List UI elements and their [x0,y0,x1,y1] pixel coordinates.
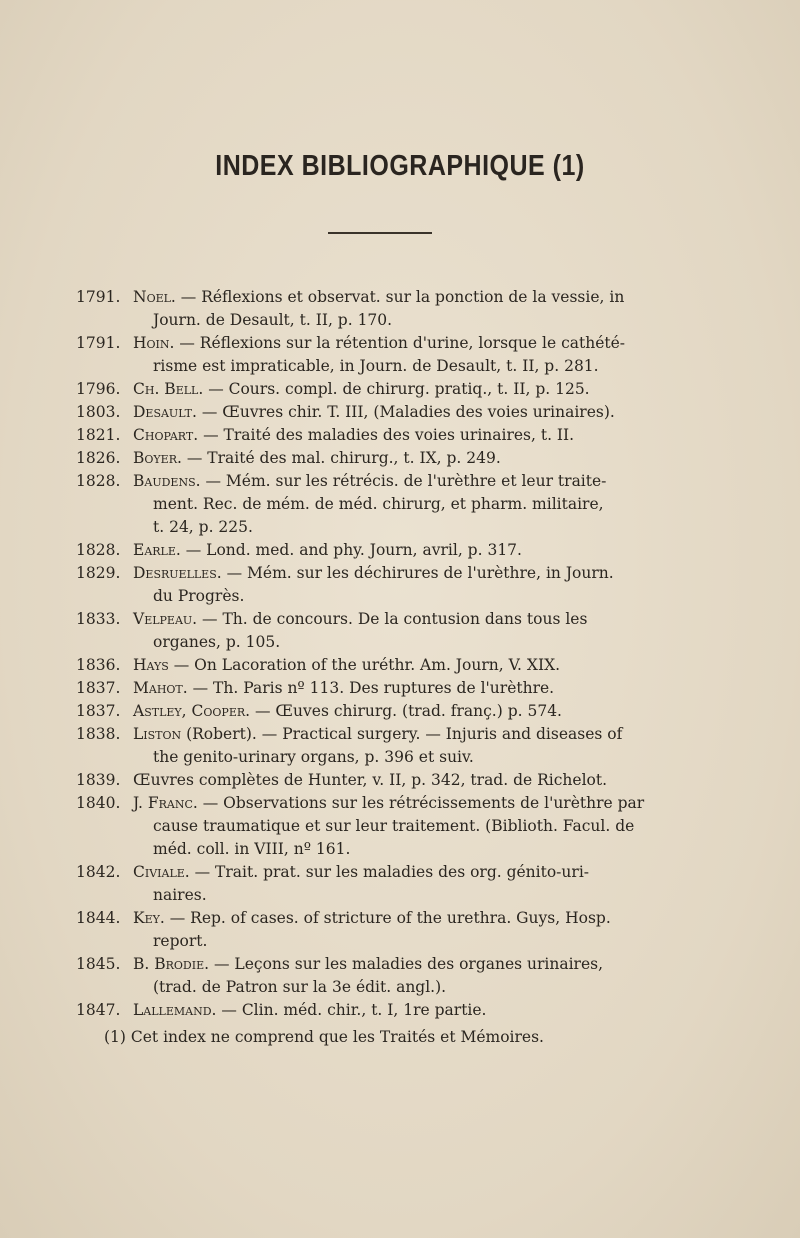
entry-text: — Œuves chirurg. (trad. franç.) p. 574. [250,702,562,720]
entry-year: 1842. [76,863,121,881]
entry-line [133,493,676,516]
entry-author: Desault. [133,403,197,421]
entry-year: 1837. [76,702,121,720]
entry-text: cause traumatique et sur leur traitement. (Biblioth. Facul. de [153,817,635,835]
entry-author: J. Franc. [133,794,198,812]
entry-line [133,585,676,608]
bibliography-entry [76,539,676,562]
bibliography-entry [76,562,676,608]
entry-text: — Réflexions et observat. sur la ponction de la vessie, in [175,288,625,306]
entry-line [133,838,676,861]
entry-text: — Observations sur les rétrécissements de l'urèthre par [197,794,645,812]
entry-line [133,746,676,769]
footnote: (1) Cet index ne comprend que les Traités et Mémoires. [104,1028,544,1046]
bibliography-entry [76,677,676,700]
entry-text: — Leçons sur les maladies des organes urinaires, [209,955,604,973]
entry-line [133,608,676,631]
entry-year: 1829. [76,564,121,582]
entry-year: 1845. [76,955,121,973]
entry-text: the genito-urinary organs, p. 396 et suiv. [153,748,474,766]
entry-author: Desruelles. [133,564,222,582]
bibliography-entry [76,654,676,677]
entry-author: Hoin. [133,334,175,352]
title-rule [328,232,432,234]
entry-text: — Mém. sur les rétrécis. de l'urèthre et leur traite- [200,472,607,490]
entry-line [133,562,676,585]
page-title: INDEX BIBLIOGRAPHIQUE (1) [215,149,585,183]
entry-line [133,953,676,976]
entry-year: 1839. [76,771,121,789]
entry-year: 1796. [76,380,121,398]
entry-line [133,976,676,999]
entry-text: — Traité des maladies des voies urinaires, t. II. [198,426,575,444]
entry-line [133,677,676,700]
bibliography-entry [76,378,676,401]
bibliography-entry [76,700,676,723]
bibliography-entry [76,332,676,378]
entry-line [133,332,676,355]
entry-text: organes, p. 105. [153,633,281,651]
entry-text: Journ. de Desault, t. II, p. 170. [153,311,393,329]
entry-year: 1840. [76,794,121,812]
entry-line [133,999,676,1022]
bibliography-entry [76,861,676,907]
entry-line [133,424,676,447]
entry-author: Chopart. [133,426,199,444]
entry-author: Mahot. [133,679,188,697]
bibliography-entry [76,401,676,424]
entry-text: naires. [153,886,207,904]
entry-line [133,286,676,309]
entry-year: 1828. [76,541,121,559]
entry-author: Hays [133,656,169,674]
entry-text: — Th. de concours. De la contusion dans tous les [197,610,588,628]
entry-author: B. Brodie. [133,955,210,973]
entry-line [133,378,676,401]
entry-text: — Cours. compl. de chirurg. pratiq., t. II, p. 125. [203,380,590,398]
entry-year: 1837. [76,679,121,697]
entry-line [133,516,676,539]
entry-author: Lallemand. [133,1001,217,1019]
entry-author: Boyer. [133,449,182,467]
entry-text: méd. coll. in VIII, nº 161. [153,840,351,858]
entry-line [133,792,676,815]
entry-text: — Réflexions sur la rétention d'urine, lorsque le cathété- [174,334,626,352]
entry-year: 1844. [76,909,121,927]
entry-text: — Lond. med. and phy. Journ, avril, p. 317. [180,541,522,559]
entry-line [133,631,676,654]
entry-line [133,539,676,562]
entry-line [133,907,676,930]
bibliography-entry [76,470,676,539]
entry-text: du Progrès. [153,587,245,605]
entry-line [133,355,676,378]
entry-text: — On Lacoration of the uréthr. Am. Journ, V. XIX. [168,656,561,674]
entry-line [133,447,676,470]
entry-line [133,815,676,838]
entry-year: 1826. [76,449,121,467]
entry-line [133,309,676,332]
entry-line [133,769,676,792]
entry-text: — Mém. sur les déchirures de l'urèthre, in Journ. [221,564,614,582]
bibliography-entry [76,953,676,999]
entry-year: 1821. [76,426,121,444]
entry-text: ment. Rec. de mém. de méd. chirurg, et pharm. militaire, [153,495,604,513]
entry-line [133,470,676,493]
entry-text: — Trait. prat. sur les maladies des org. génito-uri- [189,863,590,881]
entry-line [133,723,676,746]
bibliography-entry [76,286,676,332]
entry-author: Baudens. [133,472,201,490]
entry-text: report. [153,932,208,950]
entry-text: risme est impraticable, in Journ. de Desault, t. II, p. 281. [153,357,599,375]
entry-text: t. 24, p. 225. [153,518,253,536]
bibliography-list [76,286,676,1022]
entry-author: Earle. [133,541,181,559]
entry-year: 1836. [76,656,121,674]
entry-year: 1803. [76,403,121,421]
entry-text: — Traité des mal. chirurg., t. IX, p. 249. [181,449,501,467]
entry-author: Astley, Cooper. [133,702,251,720]
bibliography-entry [76,999,676,1022]
entry-year: 1791. [76,288,121,306]
entry-line [133,401,676,424]
entry-text: — Clin. méd. chir., t. I, 1re partie. [216,1001,487,1019]
bibliography-entry [76,723,676,769]
entry-text: — Th. Paris nº 113. Des ruptures de l'urèthre. [187,679,555,697]
entry-author: Velpeau. [133,610,198,628]
entry-line [133,654,676,677]
entry-author: Noel. [133,288,176,306]
entry-year: 1828. [76,472,121,490]
entry-line [133,700,676,723]
bibliography-entry [76,447,676,470]
entry-year: 1838. [76,725,121,743]
entry-author: Key. [133,909,165,927]
bibliography-entry [76,769,676,792]
entry-year: 1833. [76,610,121,628]
bibliography-entry [76,907,676,953]
entry-text: Œuvres complètes de Hunter, v. II, p. 342, trad. de Richelot. [133,771,608,789]
entry-line [133,861,676,884]
bibliography-entry [76,792,676,861]
entry-text: — Œuvres chir. T. III, (Maladies des voies urinaires). [196,403,615,421]
entry-line [133,884,676,907]
entry-text: (Robert). — Practical surgery. — Injuris and diseases of [181,725,623,743]
entry-year: 1791. [76,334,121,352]
entry-year: 1847. [76,1001,121,1019]
entry-author: Liston [133,725,182,743]
entry-text: (trad. de Patron sur la 3e édit. angl.). [153,978,447,996]
bibliography-entry [76,608,676,654]
entry-text: — Rep. of cases. of stricture of the urethra. Guys, Hosp. [164,909,611,927]
entry-author: Ch. Bell. [133,380,204,398]
entry-author: Civiale. [133,863,190,881]
bibliography-entry [76,424,676,447]
entry-line [133,930,676,953]
